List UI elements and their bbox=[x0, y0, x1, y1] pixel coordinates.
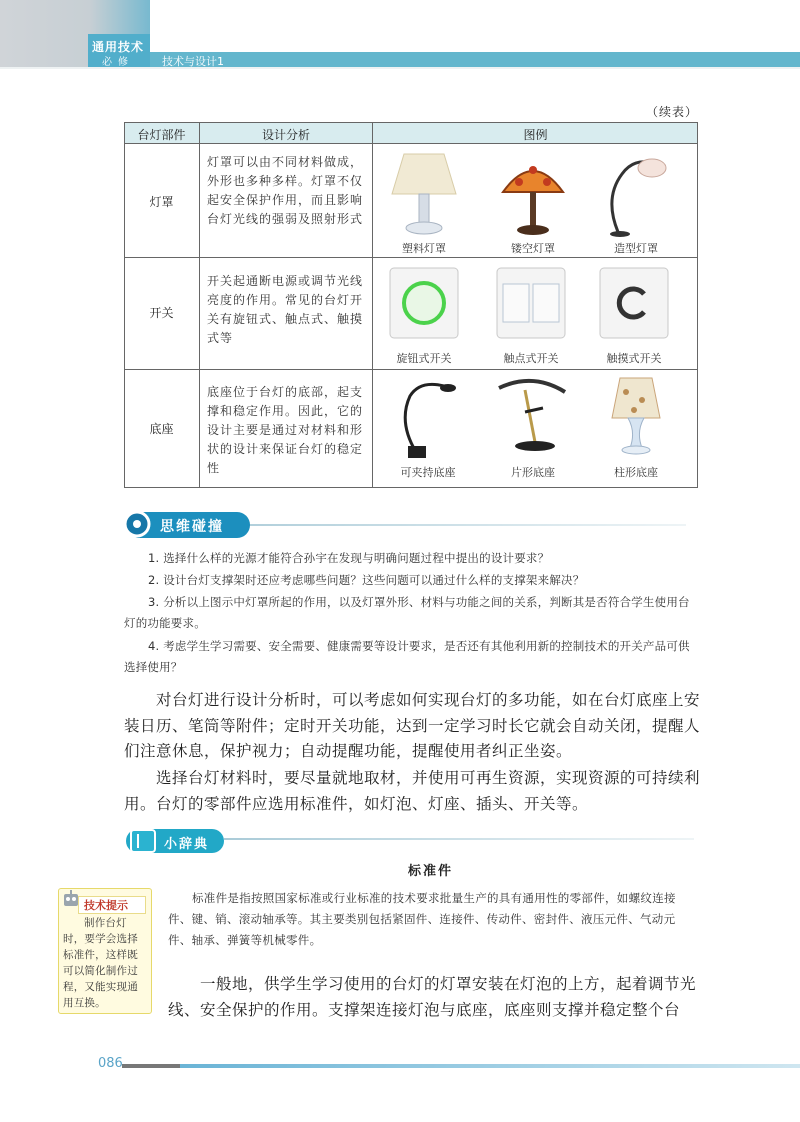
clamp-base-image bbox=[390, 372, 466, 464]
knob-switch-image bbox=[386, 264, 462, 344]
table-header-analysis: 设计分析 bbox=[261, 128, 310, 142]
part-base: 底座 bbox=[149, 422, 174, 436]
caption-flat-base: 片形底座 bbox=[511, 466, 555, 479]
final-paragraph: 一般地，供学生学习使用的台灯的灯罩安装在灯泡的上方，起着调节光线、安全保护的作用。支撑架连接灯泡与底座，底座则支撑并稳定整个台 bbox=[168, 975, 697, 1019]
tip-title: 技术提示 bbox=[84, 899, 128, 912]
question-3: 3. 分析以上图示中灯罩所起的作用，以及灯罩外形、材料与功能之间的关系，判断其是否符合学生使用台灯的功能要求。 bbox=[124, 595, 690, 630]
caption-clamp-base: 可夹持底座 bbox=[400, 466, 456, 479]
footer-bar bbox=[122, 1064, 180, 1068]
part-lampshade: 灯罩 bbox=[149, 195, 174, 209]
footer-bar bbox=[180, 1064, 800, 1068]
dictionary-text: 标准件是指按照国家标准或行业标准的技术要求批量生产的具有通用性的零部件，如螺纹连接件、键、销、滚动轴承等。其主要类别包括紧固件、连接件、传动件、密封件、液压元件、气动元件、轴承、弹簧等机械零件。 bbox=[168, 891, 676, 947]
page-number: 086 bbox=[98, 1056, 123, 1071]
plastic-lampshade-image bbox=[386, 148, 462, 240]
series-title: 通用技术 bbox=[92, 40, 145, 54]
table-divider bbox=[124, 257, 698, 258]
desc-switch: 开关起通断电源或调节光线亮度的作用。常见的台灯开关有旋钮式、触点式、触摸式等 bbox=[207, 274, 364, 345]
gear-icon bbox=[120, 506, 154, 542]
question-4: 4. 考虑学生学习需要、安全需要、健康需要等设计要求，是否还有其他利用新的控制技术的开关产品可供选择使用？ bbox=[124, 639, 690, 674]
caption-hollow-lampshade: 镂空灯罩 bbox=[511, 242, 555, 255]
flat-base-image bbox=[495, 372, 571, 464]
table-header-part: 台灯部件 bbox=[137, 128, 186, 142]
hollow-lampshade-image bbox=[495, 148, 571, 240]
desc-base: 底座位于台灯的底部，起支撑和稳定作用。因此，它的设计主要是通过对材料和形状的设计来保证台灯的稳定性 bbox=[207, 385, 364, 475]
caption-knob-switch: 旋钮式开关 bbox=[396, 352, 452, 365]
question-2: 2. 设计台灯支撑架时还应考虑哪些问题？这些问题可以通过什么样的支撑架来解决？ bbox=[148, 573, 585, 587]
paragraph-2: 选择台灯材料时，要尽量就地取材，并使用可再生资源，实现资源的可持续利用。台灯的零部件应选用标准件，如灯泡、灯座、插头、开关等。 bbox=[124, 769, 701, 813]
paragraph-1: 对台灯进行设计分析时，可以考虑如何实现台灯的多功能，如在台灯底座上安装日历、笔筒等附件；定时开关功能，达到一定学习时长它就会自动关闭，提醒人们注意休息，保护视力；自动提醒功能，提醒使用者纠正坐姿。 bbox=[124, 691, 701, 760]
caption-shaped-lampshade: 造型灯罩 bbox=[614, 242, 658, 255]
contact-switch-image bbox=[493, 264, 569, 344]
caption-column-base: 柱形底座 bbox=[614, 466, 658, 479]
caption-touch-switch: 触摸式开关 bbox=[606, 352, 662, 365]
part-switch: 开关 bbox=[149, 306, 174, 320]
tip-text: 制作台灯时，要学会选择标准件，这样既可以简化制作过程，又能实现通用互换。 bbox=[63, 917, 138, 1009]
dictionary-label: 小辞典 bbox=[164, 837, 210, 852]
dictionary-divider bbox=[224, 838, 694, 840]
shaped-lampshade-image bbox=[598, 148, 674, 240]
table-divider bbox=[124, 369, 698, 370]
series-subtitle: 必修 bbox=[102, 57, 134, 68]
question-1: 1. 选择什么样的光源才能符合孙宇在发现与明确问题过程中提出的设计要求？ bbox=[148, 551, 550, 565]
thinking-title: 思维碰撞 bbox=[160, 519, 224, 535]
table-header-figure: 图例 bbox=[523, 128, 548, 142]
caption-contact-switch: 触点式开关 bbox=[503, 352, 559, 365]
continued-label: （续表） bbox=[646, 105, 699, 119]
touch-switch-image bbox=[596, 264, 672, 344]
book-icon bbox=[128, 826, 160, 856]
header-bar bbox=[150, 52, 800, 67]
book-title: 技术与设计1 bbox=[162, 55, 224, 68]
section-divider bbox=[196, 524, 686, 526]
desc-lampshade: 灯罩可以由不同材料做成，外形也多种多样。灯罩不仅起安全保护作用，而且影响台灯光线的强弱及照射形式 bbox=[207, 155, 364, 226]
dictionary-term: 标准件 bbox=[408, 864, 454, 879]
table-divider bbox=[372, 122, 373, 488]
column-base-image bbox=[598, 372, 674, 464]
caption-plastic-lampshade: 塑料灯罩 bbox=[402, 242, 446, 255]
table-divider bbox=[199, 122, 200, 488]
series-badge bbox=[88, 34, 150, 67]
